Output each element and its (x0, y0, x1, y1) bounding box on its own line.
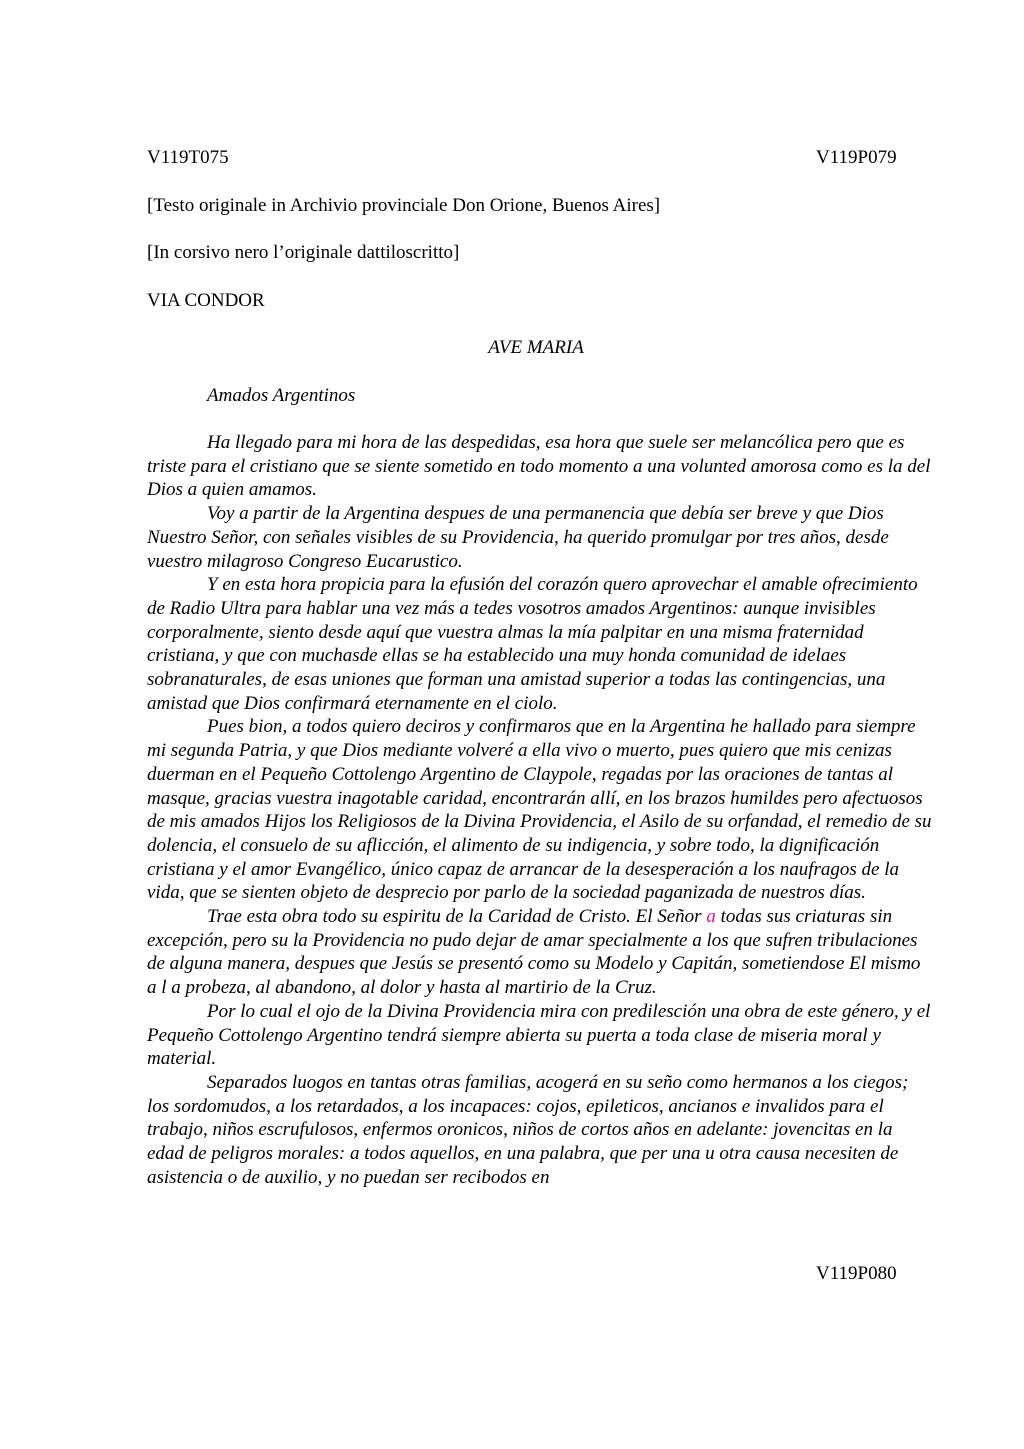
paragraph-trae-end: todas sus criaturas sin excepción, pero su la Providencia no pudo dejar de amar specialmente a los que sufren tribulaciones de alguna manera, despues que Jesús se presentó como su Modelo y Capitán, sometiendose El mismo a l a probeza, al abandono, al dolor y hasta al martirio de la Cruz. (147, 906, 921, 999)
invocation-title: AVE MARIA (488, 337, 584, 358)
paragraph: Y en esta hora propicia para la efusión del corazón quero aprovechar el amable ofrecimiento de Radio Ultra para hablar una vez más a tedes vosotros amados Argentinos: aunque invisibles corporalmente, siento desde aquí que vuestra almas la mía palpitar en una misma fraternidad cristiana, y que con muchasde ellas se ha establecido una muy honda comunidad de idelaes sobranaturales, de esas uniones que forman una amistad superior a todas las contingencias, una amistad que Dios confirmará eternamente en el ciolo. (147, 574, 918, 714)
document-heading: VIA CONDOR (147, 290, 265, 311)
paragraph-trae (147, 905, 932, 1000)
paragraph: Ha llegado para mi hora de las despedidas, esa hora que suele ser melancólica pero que es triste para el cristiano que se siente sometido en todo momento a una volunted amorosa como es la del Dios a quien amamos. (147, 432, 931, 501)
paragraph: Separados luogos en tantas otras familias, acogerá en su seño como hermanos a los ciegos; los sordomudos, a los retardados, a los incapaces: cojos, epileticos, ancianos e invalidos para el trabajo, niños escrufulosos, enfermos oronicos, niños de cortos años en adelante: jovencitas en la edad de peligros morales: a todos aquellos, en una palabra, que per una u otra causa necesiten de asistencia o de auxilio, y no puedan ser recibodos en (147, 1071, 909, 1188)
archive-note: [Testo originale in Archivio provinciale Don Orione, Buenos Aires] (147, 195, 661, 216)
page-code-footer: V119P080 (816, 1263, 897, 1284)
format-note: [In corsivo nero l’originale dattiloscritto] (147, 242, 460, 263)
salutation: Amados Argentinos (207, 385, 356, 406)
paragraph: Voy a partir de la Argentina despues de una permanencia que debía ser breve y que Dios Nuestro Señor, con señales visibles de su Providencia, ha querido promulgar por tres años, desde vuestro milagroso Congreso Eucarustico. (147, 503, 889, 572)
paragraph: Por lo cual el ojo de la Divina Providencia mira con predilesción una obra de este género, y el Pequeño Cottolengo Argentino tendrá siempre abierta su puerta a toda clase de miseria moral y material. (147, 1000, 931, 1070)
highlighted-word: a (706, 906, 716, 928)
page-code-right: V119P079 (816, 147, 897, 168)
paragraph: Pues bion, a todos quiero deciros y confirmaros que en la Argentina he hallado para siempre mi segunda Patria, y que Dios mediante volveré a ella vivo o muerto, pues quiero que mis cenizas duerman en el Pequeño Cottolengo Argentino de Claypole, regadas por las oraciones de tantas al masque, gracias vuestra inagotable caridad, encontrarán allí, en los brazos humildes pero afectuosos de mis amados Hijos los Religiosos de la Divina Providencia, el Asilo de su orfandad, el remedio de su dolencia, el consuelo de su aflicción, el alimento de su indigencia, y sobre todo, la dignificación cristiana y el amor Evangélico, único capaz de arrancar de la desesperación a los naufragos de la vida, que se sienten objeto de desprecio por parlo de la sociedad paganizada de nuestros días. (147, 716, 932, 904)
letter-body (147, 431, 932, 1190)
paragraph-trae-start: Trae esta obra todo su espiritu de la Caridad de Cristo. El Señor (207, 906, 707, 928)
document-code-left: V119T075 (147, 147, 229, 168)
